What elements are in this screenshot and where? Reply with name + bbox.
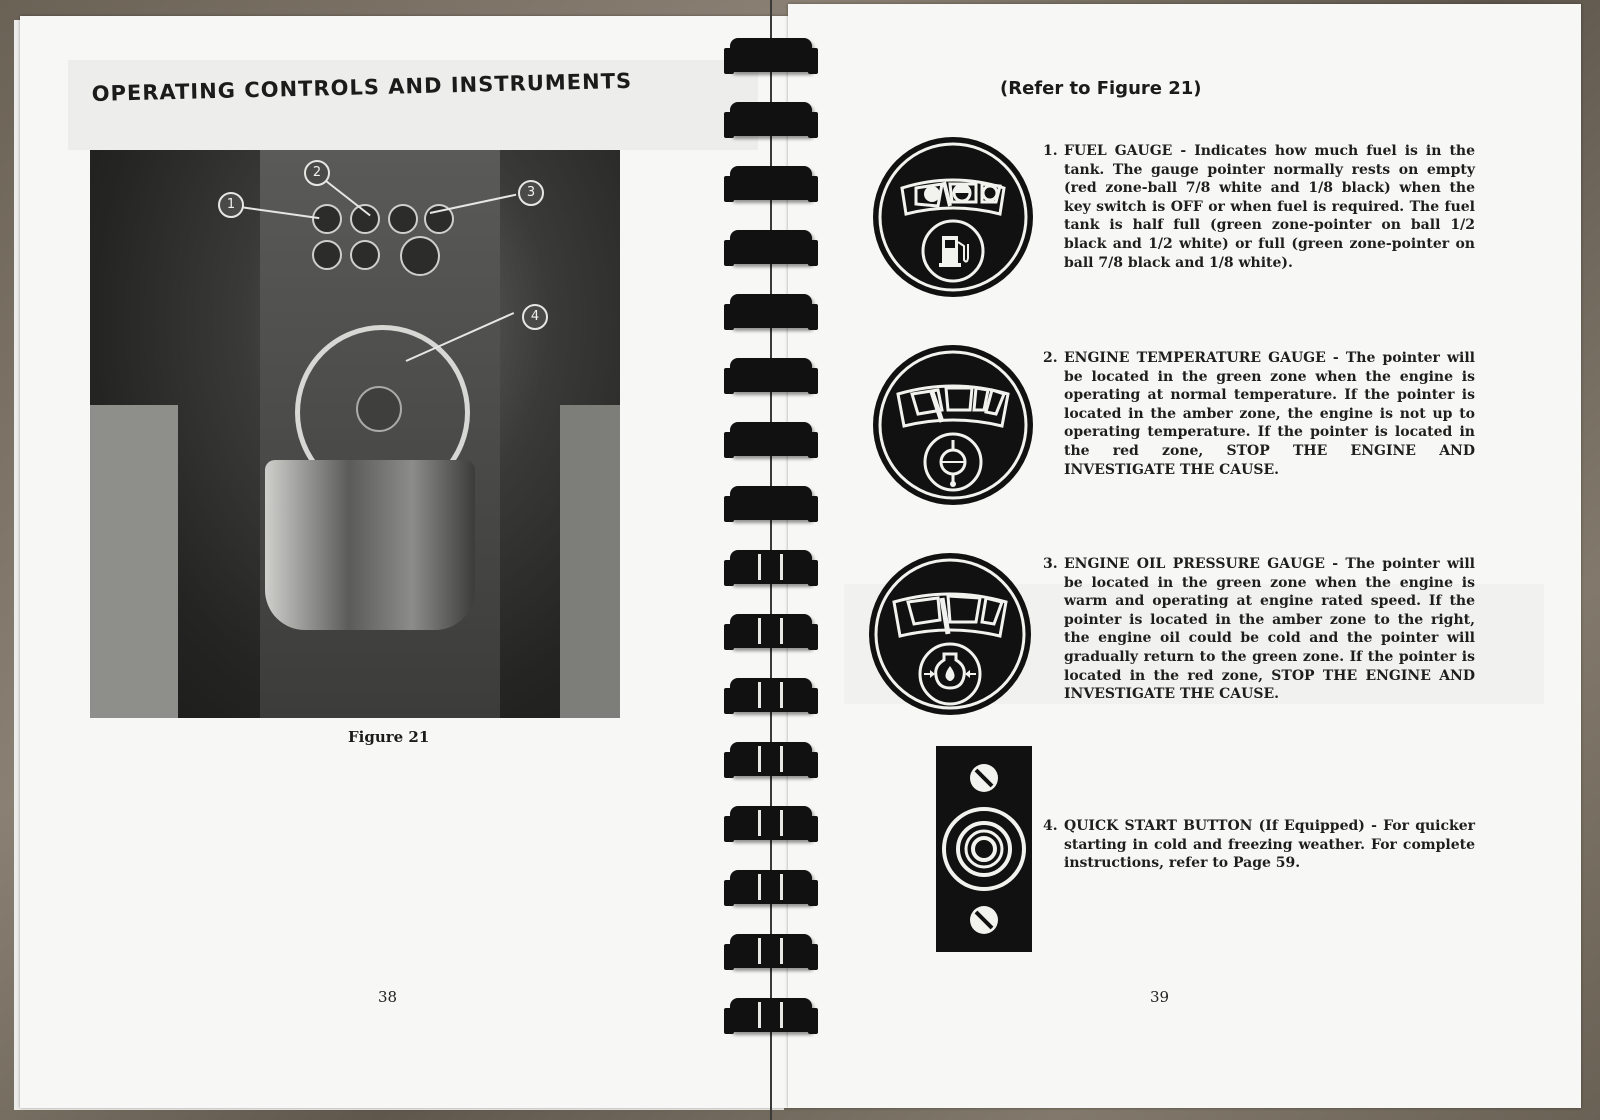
oil-pressure-gauge-icon [868, 552, 1032, 720]
binding-ring [730, 678, 812, 712]
entry-text: QUICK START BUTTON (If Equipped) - For quicker starting in cold and freezing weather. For complete instructions, refer to Page 59. [1064, 818, 1475, 872]
left-page [20, 16, 788, 1108]
page-number: 38 [378, 988, 398, 1006]
entry-number: 2. [1043, 350, 1058, 366]
entry-text: FUEL GAUGE - Indicates how much fuel is in the tank. The gauge pointer normally rests on empty (red zone-ball 7/8 white and 1/8 black) when the key switch is OFF or when fuel is required. The fuel tank is half full (green zone-pointer on ball 1/2 black and 1/2 white) or full (green zone-pointer on ball 7/8 black and 1/8 white). [1064, 143, 1475, 271]
gauge-dial [388, 204, 418, 234]
binding-ring [730, 486, 812, 520]
binding-ring [730, 550, 812, 584]
entry-text: ENGINE TEMPERATURE GAUGE - The pointer will be located in the green zone when the engine is operating at normal temperature. If the pointer is located in the amber zone, the engine is not up to operating temperature. If the pointer is located in the red zone, STOP THE ENGINE AND INVESTIGATE THE CAUSE. [1064, 350, 1475, 478]
callout-2: 2 [304, 160, 330, 186]
page-number: 39 [1150, 988, 1170, 1006]
binding-ring [730, 294, 812, 328]
tachometer-dial [400, 236, 440, 276]
entry-text: ENGINE OIL PRESSURE GAUGE - The pointer will be located in the green zone when the engine is warm and operating at engine rated speed. If the pointer is located in the amber zone to the right, the engine oil could be cold and the pointer will gradually return to the green zone. If the pointer is located in the red zone, STOP THE ENGINE AND INVESTIGATE THE CAUSE. [1064, 556, 1475, 703]
binding-ring [730, 614, 812, 648]
right-fender [560, 405, 620, 718]
gauge-dial [350, 240, 380, 270]
entry-fuel-gauge [1043, 142, 1475, 272]
binding-ring [730, 38, 812, 72]
operator-seat [265, 460, 475, 630]
binding-ring [730, 166, 812, 200]
entry-oil-pressure-gauge [1043, 555, 1475, 704]
section-reference: (Refer to Figure 21) [1000, 78, 1202, 99]
entry-engine-temperature-gauge [1043, 349, 1475, 479]
entry-number: 1. [1043, 143, 1058, 159]
entry-number: 3. [1043, 556, 1058, 572]
binding-ring [730, 934, 812, 968]
binding-ring [730, 742, 812, 776]
engine-temperature-gauge-icon [872, 344, 1034, 510]
gauge-dial [312, 204, 342, 234]
page-title: OPERATING CONTROLS AND INSTRUMENTS [91, 68, 633, 106]
callout-1: 1 [218, 192, 244, 218]
binding-ring [730, 102, 812, 136]
gauge-dial [312, 240, 342, 270]
entry-number: 4. [1043, 818, 1058, 834]
binding-ring [730, 230, 812, 264]
entry-quick-start-button [1043, 817, 1475, 873]
binding-ring [730, 870, 812, 904]
binding-ring [730, 358, 812, 392]
binding-ring [730, 998, 812, 1032]
figure-21-photo [90, 150, 620, 718]
figure-caption: Figure 21 [348, 728, 430, 746]
callout-4: 4 [522, 304, 548, 330]
gauge-dial [350, 204, 380, 234]
steering-hub [356, 386, 402, 432]
callout-3: 3 [518, 180, 544, 206]
binding-ring [730, 422, 812, 456]
binding-ring [730, 806, 812, 840]
fuel-gauge-icon [872, 136, 1034, 302]
quick-start-button-icon [936, 746, 1032, 956]
left-fender [90, 405, 178, 718]
